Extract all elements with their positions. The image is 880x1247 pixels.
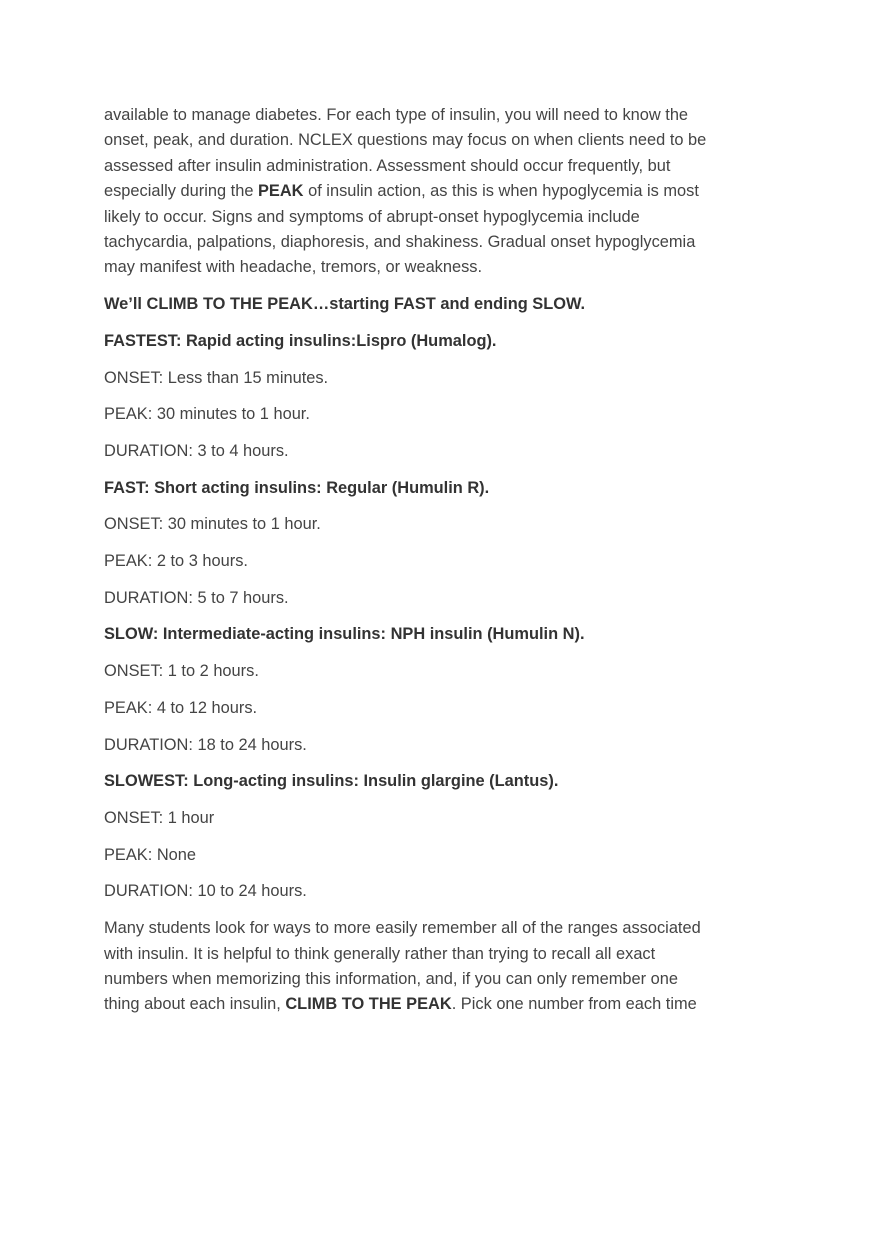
text-line bbox=[104, 366, 784, 391]
insulin-property bbox=[104, 586, 784, 611]
text-segment: especially during the bbox=[104, 182, 258, 201]
text-segment: Many students look for ways to more easily remember all of the ranges associated bbox=[104, 919, 701, 938]
section-heading bbox=[104, 476, 784, 501]
insulin-property bbox=[104, 733, 784, 758]
text-line bbox=[104, 402, 784, 427]
section-heading bbox=[104, 769, 784, 794]
text-line bbox=[104, 439, 784, 464]
body-paragraph bbox=[104, 916, 784, 1018]
bold-text: SLOW: Intermediate-acting insulins: NPH insulin (Humulin N). bbox=[104, 625, 585, 644]
body-paragraph bbox=[104, 103, 784, 281]
text-segment: likely to occur. Signs and symptoms of abrupt-onset hypoglycemia include bbox=[104, 207, 640, 226]
text-line bbox=[104, 843, 784, 868]
text-line bbox=[104, 696, 784, 721]
text-line bbox=[104, 128, 784, 153]
text-line bbox=[104, 942, 784, 967]
text-line bbox=[104, 476, 784, 501]
text-line bbox=[104, 255, 784, 280]
text-segment: may manifest with headache, tremors, or weakness. bbox=[104, 258, 483, 277]
text-line bbox=[104, 806, 784, 831]
text-line bbox=[104, 549, 784, 574]
text-line bbox=[104, 659, 784, 684]
text-line bbox=[104, 154, 784, 179]
text-segment: ONSET: 30 minutes to 1 hour. bbox=[104, 515, 321, 534]
insulin-property bbox=[104, 439, 784, 464]
text-segment: ONSET: 1 hour bbox=[104, 808, 215, 827]
text-segment: PEAK: None bbox=[104, 845, 197, 864]
text-line bbox=[104, 916, 784, 941]
bold-text: SLOWEST: Long-acting insulins: Insulin glargine (Lantus). bbox=[104, 772, 559, 791]
text-segment: DURATION: 5 to 7 hours. bbox=[104, 588, 289, 607]
section-heading bbox=[104, 329, 784, 354]
text-segment: ONSET: Less than 15 minutes. bbox=[104, 368, 329, 387]
section-heading bbox=[104, 622, 784, 647]
text-segment: available to manage diabetes. For each type of insulin, you will need to know the bbox=[104, 106, 689, 124]
text-segment: PEAK: 4 to 12 hours. bbox=[104, 698, 258, 717]
text-segment: DURATION: 3 to 4 hours. bbox=[104, 441, 289, 460]
text-line bbox=[104, 205, 784, 230]
text-segment: . Pick one number from each time bbox=[451, 995, 697, 1014]
text-line bbox=[104, 512, 784, 537]
insulin-property bbox=[104, 696, 784, 721]
text-segment: assessed after insulin administration. Assessment should occur frequently, but bbox=[104, 156, 671, 175]
text-segment: with insulin. It is helpful to think generally rather than trying to recall all exact bbox=[104, 944, 656, 963]
insulin-property bbox=[104, 512, 784, 537]
text-segment: tachycardia, palpations, diaphoresis, and shakiness. Gradual onset hypoglycemia bbox=[104, 233, 696, 252]
bold-text: We’ll CLIMB TO THE PEAK…starting FAST and ending SLOW. bbox=[104, 295, 586, 314]
bold-text: FAST: Short acting insulins: Regular (Humulin R). bbox=[104, 478, 490, 497]
bold-text: CLIMB TO THE PEAK bbox=[285, 995, 452, 1014]
text-segment: DURATION: 18 to 24 hours. bbox=[104, 735, 307, 754]
insulin-property bbox=[104, 806, 784, 831]
text-segment: of insulin action, as this is when hypoglycemia is most bbox=[303, 182, 699, 201]
bold-text: PEAK bbox=[257, 182, 304, 201]
text-segment: numbers when memorizing this information, and, if you can only remember one bbox=[104, 969, 678, 988]
text-line bbox=[104, 292, 784, 317]
text-line bbox=[104, 179, 784, 204]
text-segment: onset, peak, and duration. NCLEX questions may focus on when clients need to be bbox=[104, 131, 707, 150]
insulin-property bbox=[104, 843, 784, 868]
text-segment: thing about each insulin, bbox=[104, 995, 286, 1014]
text-line bbox=[104, 230, 784, 255]
text-line bbox=[104, 733, 784, 758]
insulin-property bbox=[104, 659, 784, 684]
bold-text: FASTEST: Rapid acting insulins:Lispro (Humalog). bbox=[104, 331, 497, 350]
insulin-property bbox=[104, 366, 784, 391]
text-line bbox=[104, 103, 784, 128]
document-page bbox=[104, 103, 784, 1029]
text-line bbox=[104, 586, 784, 611]
section-heading bbox=[104, 292, 784, 317]
text-segment: DURATION: 10 to 24 hours. bbox=[104, 882, 307, 901]
text-line bbox=[104, 769, 784, 794]
text-segment: ONSET: 1 to 2 hours. bbox=[104, 662, 259, 681]
text-line bbox=[104, 329, 784, 354]
text-line bbox=[104, 967, 784, 992]
insulin-property bbox=[104, 549, 784, 574]
text-line bbox=[104, 879, 784, 904]
insulin-property bbox=[104, 402, 784, 427]
text-line bbox=[104, 622, 784, 647]
insulin-property bbox=[104, 879, 784, 904]
text-segment: PEAK: 2 to 3 hours. bbox=[104, 552, 248, 571]
text-line bbox=[104, 992, 784, 1017]
text-segment: PEAK: 30 minutes to 1 hour. bbox=[104, 405, 310, 424]
